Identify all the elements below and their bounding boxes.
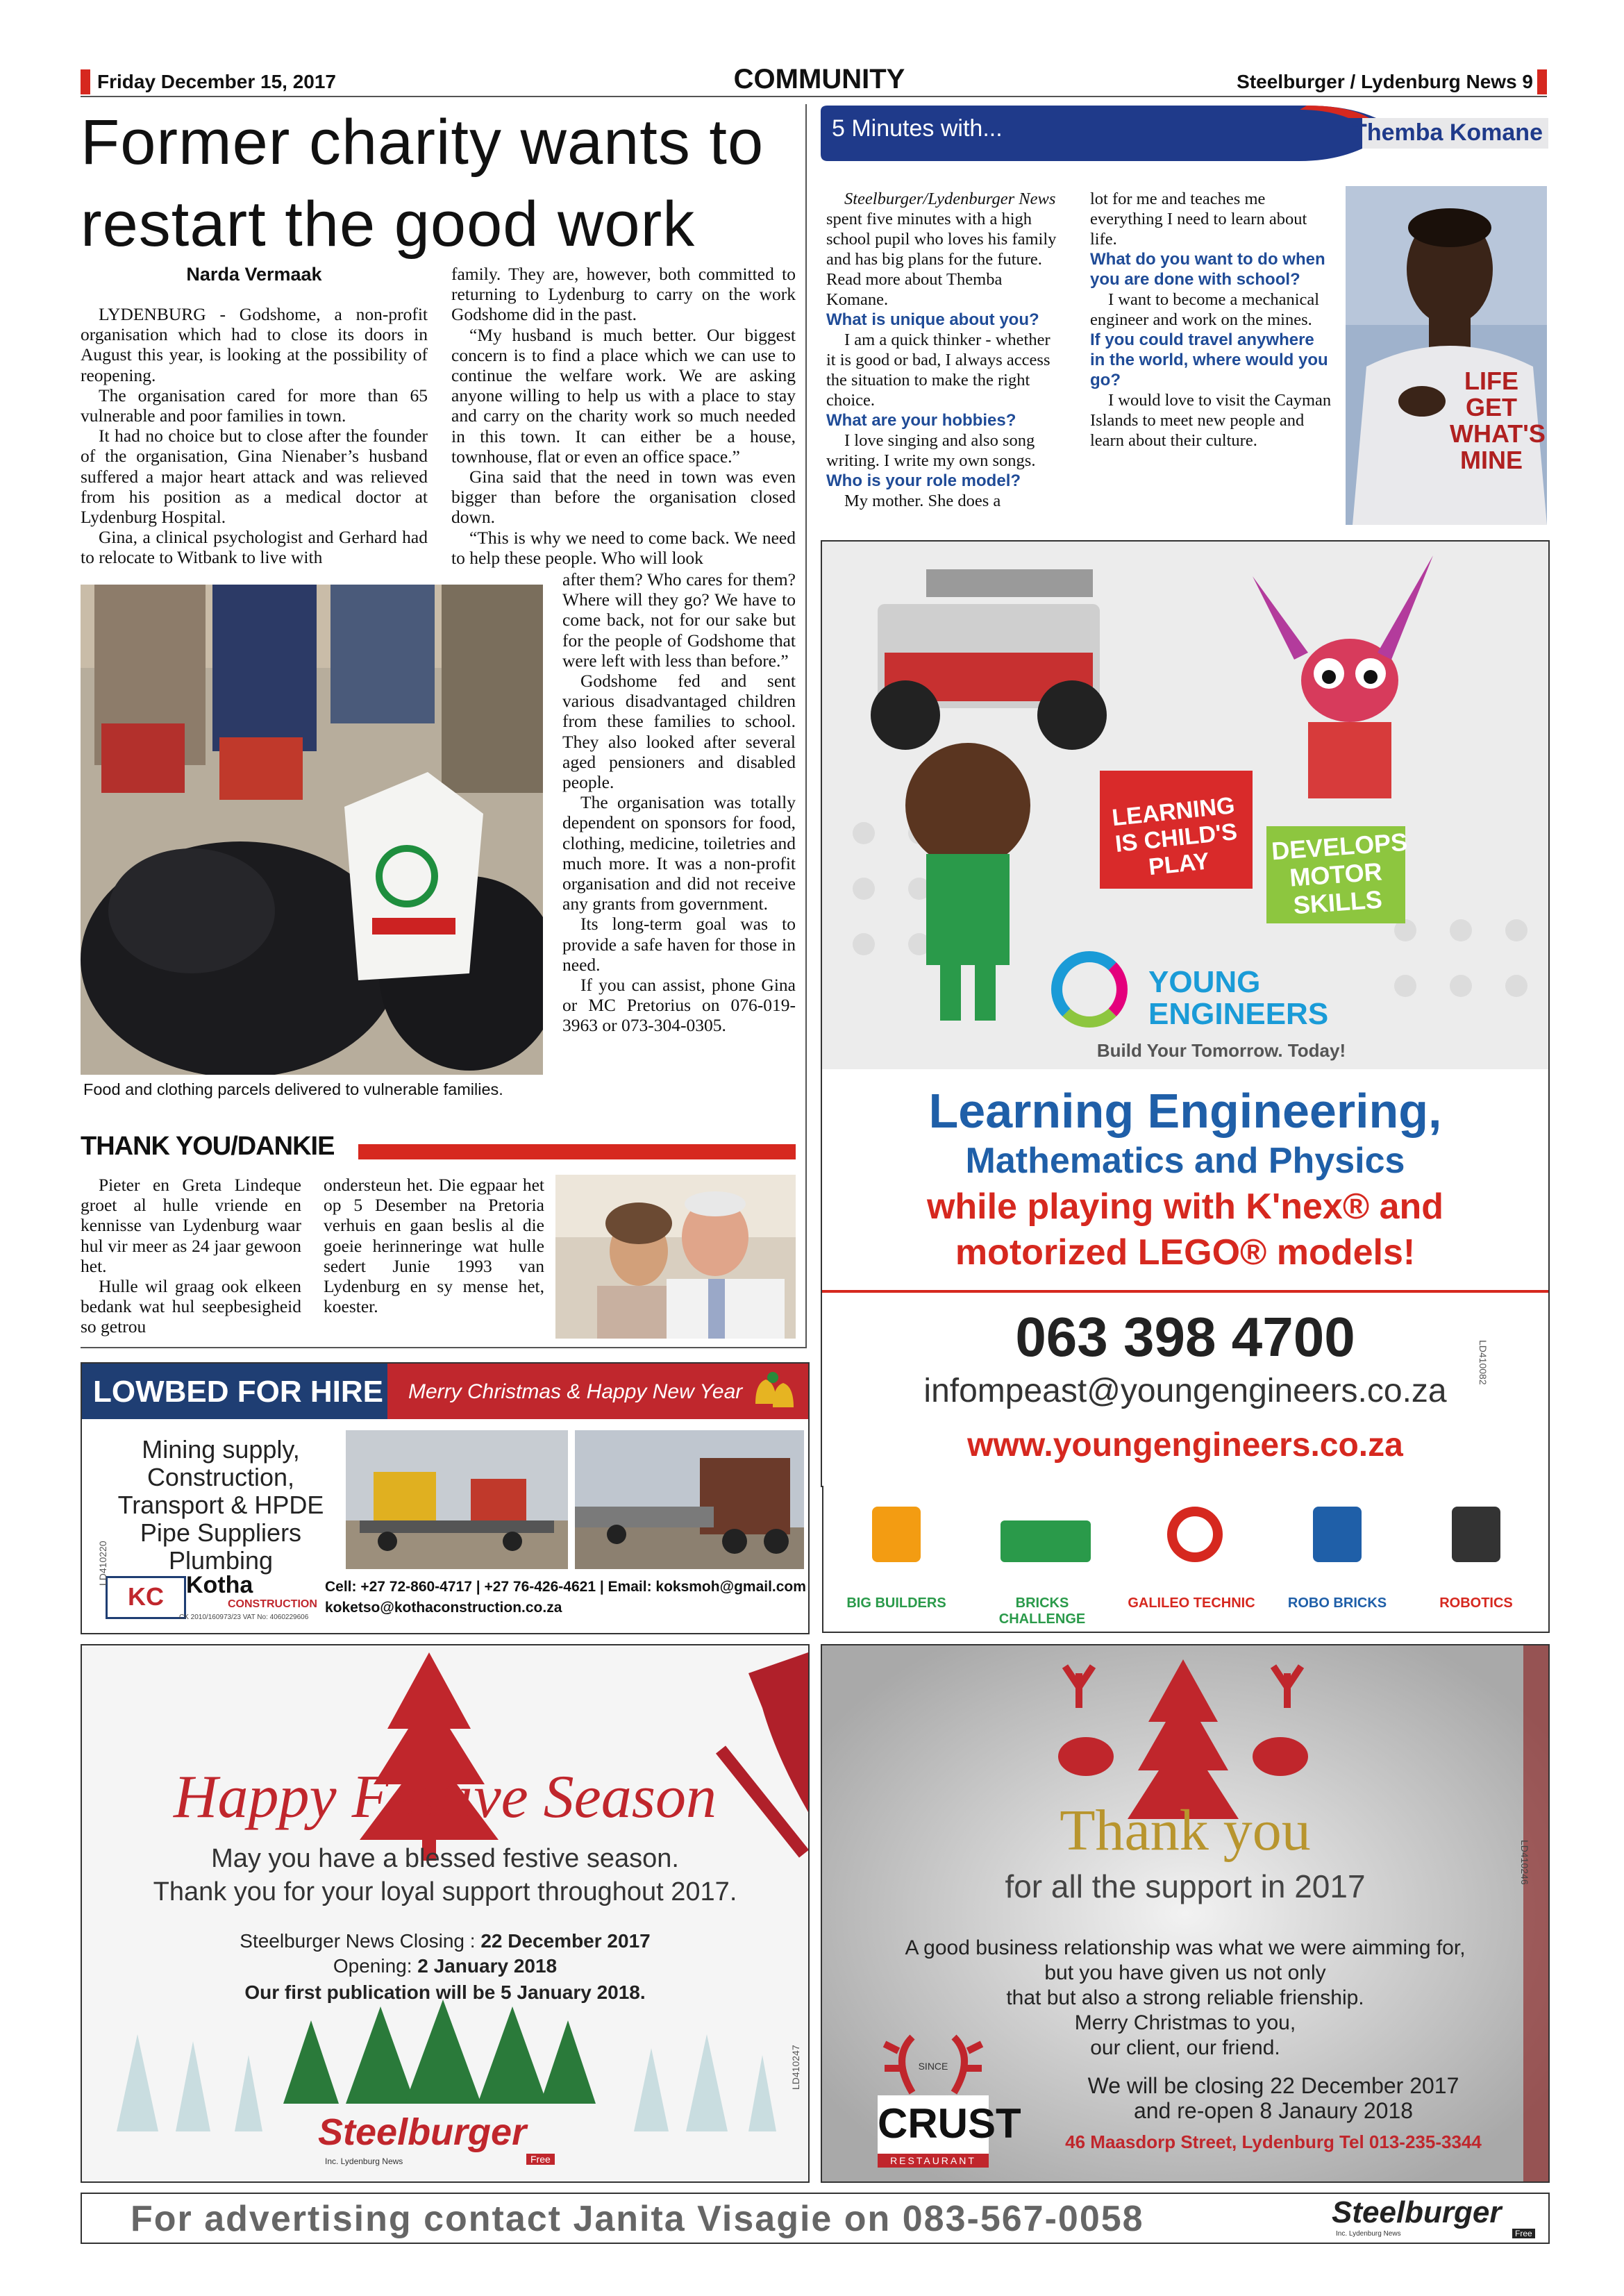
paragraph: LYDENBURG - Godshome, a non-profit organisation which had to close its doors in August this year, is looking at the possibility of reopening. (81, 304, 428, 385)
article-column-3 (562, 569, 796, 1036)
section-title: COMMUNITY (733, 64, 905, 94)
column-divider (805, 104, 807, 1347)
opening-date: 2 January 2018 (417, 1955, 558, 1977)
ad-ref: LD410082 (1477, 1340, 1489, 1385)
ad-tagline: Build Your Tomorrow. Today! (1096, 1040, 1346, 1061)
lowbed-contact-2: koketso@kothaconstruction.co.za (325, 1600, 562, 1616)
header-right-marker (1537, 69, 1547, 94)
article-column-2 (451, 264, 796, 568)
learning-box-text: LEARNING IS CHILD'S PLAY (1110, 792, 1239, 881)
lowbed-services (110, 1436, 332, 1575)
brand-young: YOUNG (1148, 965, 1261, 999)
paragraph: The organisation cared for more than 65 vulnerable and poor families in town. (81, 385, 428, 426)
festive-ref: LD410247 (790, 2045, 801, 2090)
five-minutes-banner (821, 106, 1548, 161)
brand-engineers: ENGINEERS (1148, 997, 1329, 1031)
header-date: Friday December 15, 2017 (97, 71, 336, 92)
ad-headline-1: Learning Engineering, (928, 1084, 1442, 1138)
service-item: Pipe Suppliers (140, 1518, 302, 1547)
ad-phone: 063 398 4700 (1015, 1306, 1355, 1368)
company-reg: CK 2010/160973/23 VAT No: 4060229606 (179, 1614, 309, 1621)
paragraph: Hulle wil graag ook elkeen bedank wat hul seepbesigheid so getrou (81, 1276, 301, 1337)
five-minutes-name: Themba Komane (1353, 119, 1543, 146)
couple-illustration (555, 1175, 796, 1339)
question: If you could travel anywhere in the world, where would you go? (1090, 330, 1328, 389)
thank-you-title: THANK YOU/DANKIE (81, 1132, 335, 1161)
intro-italic: Steelburger/Lydenburger News (844, 190, 1056, 208)
paragraph: family. They are, however, both committed to returning to Lydenburg to carry on the work Godshome did in the past. (451, 264, 796, 325)
paragraph: Godshome fed and sent various disadvantaged children from these families to school. They also looked after several aged pensioners and disabled people. (562, 671, 796, 793)
closing-label: Steelburger News Closing : (240, 1930, 481, 1952)
big-builders-icon (872, 1507, 921, 1562)
truck-illustration (575, 1430, 804, 1569)
article-column-1 (81, 304, 428, 568)
footer-logo-sub: Inc. Lydenburg News (1336, 2230, 1401, 2238)
answer: I am a quick thinker - whether it is good or bad, I always access the situation to make the right choice. (826, 330, 1050, 410)
answer: I want to become a mechanical engineer and work on the mines. (1090, 290, 1320, 329)
paragraph: The organisation was totally dependent on sponsors for food, clothing, medicine, toiletries and much more. It was a non-profit organisation and did not receive any grants from government. (562, 792, 796, 914)
crust-ref: LD410246 (1519, 1840, 1530, 1885)
service-item: Construction, (147, 1463, 295, 1491)
header-rule (81, 96, 1547, 97)
festive-season-ad (81, 1644, 810, 2183)
lowbed-contact-1: Cell: +27 72-860-4717 | +27 76-426-4621 | Email: koksmoh@gmail.com (325, 1579, 806, 1595)
company-sub: CONSTRUCTION (228, 1598, 317, 1610)
opening-label: Opening: (333, 1955, 418, 1977)
festive-closing (82, 1930, 808, 1952)
ad-headline-4: motorized LEGO® models! (955, 1232, 1416, 1273)
crust-title: Thank you (1060, 1798, 1311, 1863)
service-item: Transport & HPDE (117, 1491, 324, 1519)
couple-photo (555, 1175, 796, 1339)
ad-headline-2: Mathematics and Physics (965, 1141, 1405, 1181)
festive-line-1: May you have a blessed festive season. (211, 1844, 679, 1873)
lowbed-greeting: Merry Christmas & Happy New Year (408, 1380, 743, 1403)
photo-caption: Food and clothing parcels delivered to vulnerable families. (83, 1080, 503, 1098)
answer: My mother. She does a (844, 492, 1001, 510)
paragraph (826, 189, 1062, 310)
footer-logo-free: Free (1512, 2229, 1535, 2238)
lowbed-ad (81, 1362, 810, 1634)
paragraph: If you can assist, phone Gina or MC Pretorius on 076-019-3963 or 073-304-0305. (562, 975, 796, 1036)
crust-closing: We will be closing 22 December 2017 (1087, 2073, 1459, 2098)
festive-logo-free: Free (526, 2154, 555, 2165)
program-galileo-technic (1122, 1493, 1261, 1625)
motor-box-text: DEVELOPS MOTOR SKILLS (1270, 827, 1409, 920)
program-logos (822, 1486, 1550, 1633)
lowbed-title: LOWBED FOR HIRE (93, 1375, 383, 1409)
thank-you-column-2 (324, 1175, 544, 1316)
festive-logo: Steelburger (318, 2111, 527, 2153)
ad-hero (822, 542, 1548, 1069)
robo-bricks-icon (1313, 1507, 1362, 1562)
festive-logo-sub: Inc. Lydenburg News (325, 2156, 403, 2166)
paragraph: ondersteun het. Die egpaar het op 5 Desember na Pretoria verhuis en gaan beslis al die goeie herinneringe wat hulle sedert Junie 1993 van Lydenburg en sy mense het, koester. (324, 1175, 544, 1317)
footer-banner (81, 2193, 1550, 2244)
crust-line: but you have given us not only (1044, 1961, 1326, 1984)
program-label: ROBO BRICKS (1287, 1595, 1387, 1611)
program-robotics (1414, 1493, 1539, 1625)
header-page-label: Steelburger / Lydenburg News 9 (1237, 71, 1533, 92)
paragraph: “My husband is much better. Our biggest concern is to find a place which we can use to continue the welfare work. We are asking anyone willing to help us with a place to stay and carry on the charity work so much needed in this town. It can either be a house, townhouse, flat or even an office space.” (451, 324, 796, 467)
crust-line: our client, our friend. (1090, 2036, 1280, 2059)
crust-subtitle: for all the support in 2017 (1005, 1868, 1366, 1904)
bells-icon (748, 1369, 797, 1414)
robotics-icon (1452, 1507, 1500, 1562)
crust-brand: CRUST (878, 2100, 1021, 2147)
festive-first-pub: Our first publication will be 5 January 2018. (244, 1981, 646, 2003)
lowbed-ref: LD410220 (97, 1541, 108, 1586)
program-label: ROBOTICS (1439, 1595, 1513, 1611)
paragraph: Gina said that the need in town was even bigger than before the organisation closed down. (451, 467, 796, 528)
galileo-icon (1167, 1507, 1223, 1562)
paragraph: It had no choice but to close after the founder of the organisation, Gina Nienaber’s husband suffered a major heart attack and was relieved from his position as a medical doctor at Lydenburg Hospital. (81, 426, 428, 528)
bells-graphic (748, 1369, 797, 1414)
program-label: BIG BUILDERS (846, 1595, 946, 1611)
program-robo-bricks (1271, 1493, 1403, 1625)
festive-line-2: Thank you for your loyal support throughout 2017. (153, 1877, 737, 1907)
five-minutes-label: 5 Minutes with... (832, 115, 1003, 142)
footer-logo: Steelburger (1332, 2195, 1502, 2229)
question: Who is your role model? (826, 471, 1021, 490)
program-label: BRICKS CHALLENGE (998, 1595, 1086, 1627)
headline-line-2: restart the good work (81, 189, 696, 260)
thank-you-column-1 (81, 1175, 301, 1337)
program-bricks-challenge (973, 1493, 1112, 1625)
kotha-logo: KC (106, 1576, 186, 1619)
answer: I would love to visit the Cayman Islands to meet new people and learn about their culture. (1090, 391, 1332, 450)
closing-date: 22 December 2017 (480, 1930, 651, 1952)
paragraph: Its long-term goal was to provide a safe haven for those in need. (562, 914, 796, 975)
shirt-text: LIFE GET WHAT'S MINE (1450, 367, 1546, 474)
festive-opening (82, 1955, 808, 1977)
program-big-builders (830, 1493, 962, 1625)
crust-brand-sub: RESTAURANT (890, 2155, 976, 2166)
truck-photo-2 (575, 1430, 804, 1569)
service-item: Plumbing (168, 1546, 274, 1575)
header-left-marker (81, 69, 90, 94)
crust-line: Merry Christmas to you, (1074, 2011, 1296, 2034)
question: What are your hobbies? (826, 411, 1016, 430)
five-minutes-column-2 (1090, 189, 1333, 451)
ad-website: www.youngengineers.co.za (967, 1427, 1403, 1464)
crust-emblem: SINCE (918, 2061, 948, 2072)
program-label: GALILEO TECHNIC (1128, 1595, 1255, 1611)
crust-reopen: and re-open 8 Janaury 2018 (1133, 2098, 1414, 2123)
crust-logo (871, 2030, 1021, 2169)
ad-email: infompeast@youngengineers.co.za (923, 1373, 1447, 1409)
themba-photo (1346, 186, 1547, 525)
ad-divider (822, 1290, 1548, 1293)
festive-title: Happy Festive Season (174, 1763, 717, 1831)
paragraph: after them? Who cares for them? Where will they go? We have to come back, not for our sake but for the people of Godshome that were left with less than before.” (562, 569, 796, 671)
question: What do you want to do when you are done with school? (1090, 250, 1325, 289)
ad-headline-3: while playing with K'nex® and (926, 1187, 1444, 1227)
headline-line-1: Former charity wants to (81, 107, 764, 178)
festive-background (82, 1645, 808, 2181)
paragraph: Pieter en Greta Lindeque groet al hulle vriende en kennisse van Lydenburg waar hul vir meer as 24 jaar gewoon het. (81, 1175, 301, 1276)
answer: lot for me and teaches me everything I need to learn about life. (1090, 190, 1307, 249)
byline: Narda Vermaak (186, 264, 322, 285)
five-minutes-column-1 (826, 189, 1062, 511)
young-engineers-ad (821, 540, 1550, 1487)
article-photo (81, 585, 543, 1075)
company-name: Kotha (186, 1572, 253, 1598)
truck-illustration (346, 1430, 568, 1569)
bricks-challenge-icon (1001, 1520, 1091, 1562)
crust-address: 46 Maasdorp Street, Lydenburg Tel 013-235-3344 (1065, 2131, 1482, 2152)
question: What is unique about you? (826, 310, 1039, 329)
crust-line: that but also a strong reliable frienship. (1006, 1986, 1364, 2009)
answer: I love singing and also song writing. I write my own songs. (826, 431, 1036, 470)
section-rule (81, 1347, 807, 1348)
crust-line: A good business relationship was what we were aimming for, (905, 1936, 1466, 1959)
paragraph: Gina, a clinical psychologist and Gerhard had to relocate to Witbank to live with (81, 527, 428, 568)
footer-advert-text: For advertising contact Janita Visagie on 083-567-0058 (131, 2199, 1144, 2239)
intro-rest: spent five minutes with a high school pupil who loves his family and has big plans for the future. Read more about Themba Komane. (826, 210, 1057, 309)
truck-photo-1 (346, 1430, 568, 1569)
service-item: Mining supply, (142, 1435, 300, 1464)
crust-thank-you-ad (821, 1644, 1550, 2183)
young-engineers-logo-icon (1051, 951, 1128, 1028)
parcels-illustration (81, 585, 543, 1075)
thank-you-bar (358, 1144, 796, 1159)
paragraph: “This is why we need to come back. We need to help these people. Who will look (451, 527, 796, 568)
